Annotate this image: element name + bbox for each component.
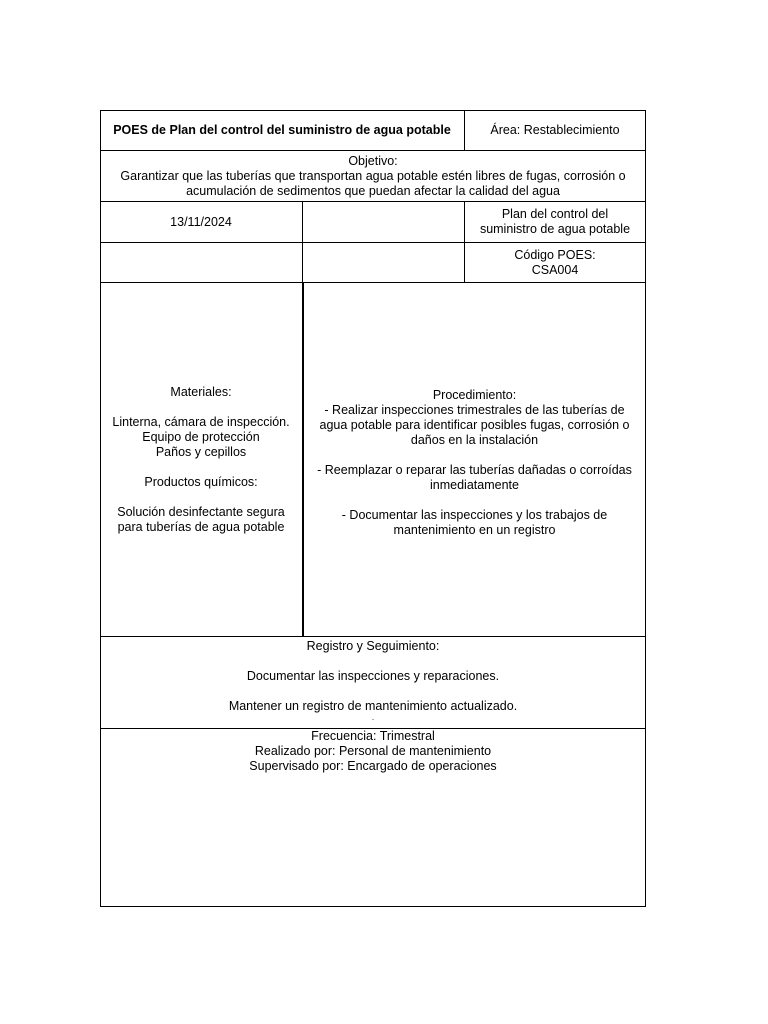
chemicals-label: Productos químicos: bbox=[144, 474, 258, 489]
objective-text: acumulación de sedimentos que puedan afectar la calidad del agua bbox=[186, 183, 560, 198]
code-label: Código POES: bbox=[514, 247, 596, 262]
procedure-step: - Documentar las inspecciones y los trabajos de bbox=[341, 507, 608, 522]
border-bottom bbox=[100, 906, 646, 907]
registry-cell bbox=[100, 637, 646, 728]
procedure-step: - Reemplazar o reparar las tuberías dañadas o corroídas bbox=[317, 462, 632, 477]
performed-by-text: Realizado por: Personal de mantenimiento bbox=[254, 744, 492, 758]
date-text: 13/11/2024 bbox=[170, 214, 232, 229]
plan-name-cell bbox=[465, 202, 645, 242]
materials-item: Equipo de protección bbox=[142, 429, 260, 444]
area-cell bbox=[465, 110, 645, 150]
objective-text: Garantizar que las tuberías que transportan agua potable estén libres de fugas, corrosión o bbox=[120, 168, 626, 183]
chemicals-item: Solución desinfectante segura bbox=[117, 504, 285, 519]
materials-label: Materiales: bbox=[170, 384, 232, 399]
registry-dot: . bbox=[371, 713, 375, 722]
procedure-cell bbox=[304, 283, 645, 636]
registry-item: Mantener un registro de mantenimiento actualizado. bbox=[228, 699, 518, 713]
col-divider bbox=[302, 201, 303, 283]
code-value: CSA004 bbox=[531, 262, 579, 277]
materials-item: Paños y cepillos bbox=[155, 444, 247, 459]
procedure-step: - Realizar inspecciones trimestrales de las tuberías de bbox=[324, 402, 625, 417]
chemicals-item: para tuberías de agua potable bbox=[117, 519, 285, 534]
procedure-label: Procedimiento: bbox=[432, 387, 517, 402]
area-text: Área: Restablecimiento bbox=[490, 122, 620, 137]
procedure-step: inmediatamente bbox=[430, 477, 519, 492]
plan-name-text: suministro de agua potable bbox=[479, 222, 631, 236]
procedure-step: mantenimiento en un registro bbox=[393, 522, 556, 537]
materials-cell bbox=[100, 283, 302, 636]
materials-item: Linterna, cámara de inspección. bbox=[112, 414, 290, 429]
document-title bbox=[100, 110, 464, 150]
date-cell bbox=[100, 202, 302, 242]
supervised-by-text: Supervisado por: Encargado de operaciones bbox=[249, 759, 497, 773]
title-text: POES de Plan del control del suministro de agua potable bbox=[113, 122, 451, 137]
footer-cell bbox=[100, 729, 646, 906]
frequency-text: Frecuencia: Trimestral bbox=[311, 729, 435, 743]
procedure-step: daños en la instalación bbox=[410, 432, 539, 447]
objective-cell bbox=[100, 151, 646, 201]
registry-label: Registro y Seguimiento: bbox=[306, 639, 440, 653]
code-cell bbox=[465, 243, 645, 282]
procedure-step: agua potable para identificar posibles fugas, corrosión o bbox=[319, 417, 630, 432]
poes-document bbox=[100, 110, 646, 907]
registry-item: Documentar las inspecciones y reparaciones. bbox=[246, 669, 500, 683]
objective-label: Objetivo: bbox=[348, 153, 398, 168]
plan-name-text: Plan del control del bbox=[501, 207, 609, 221]
